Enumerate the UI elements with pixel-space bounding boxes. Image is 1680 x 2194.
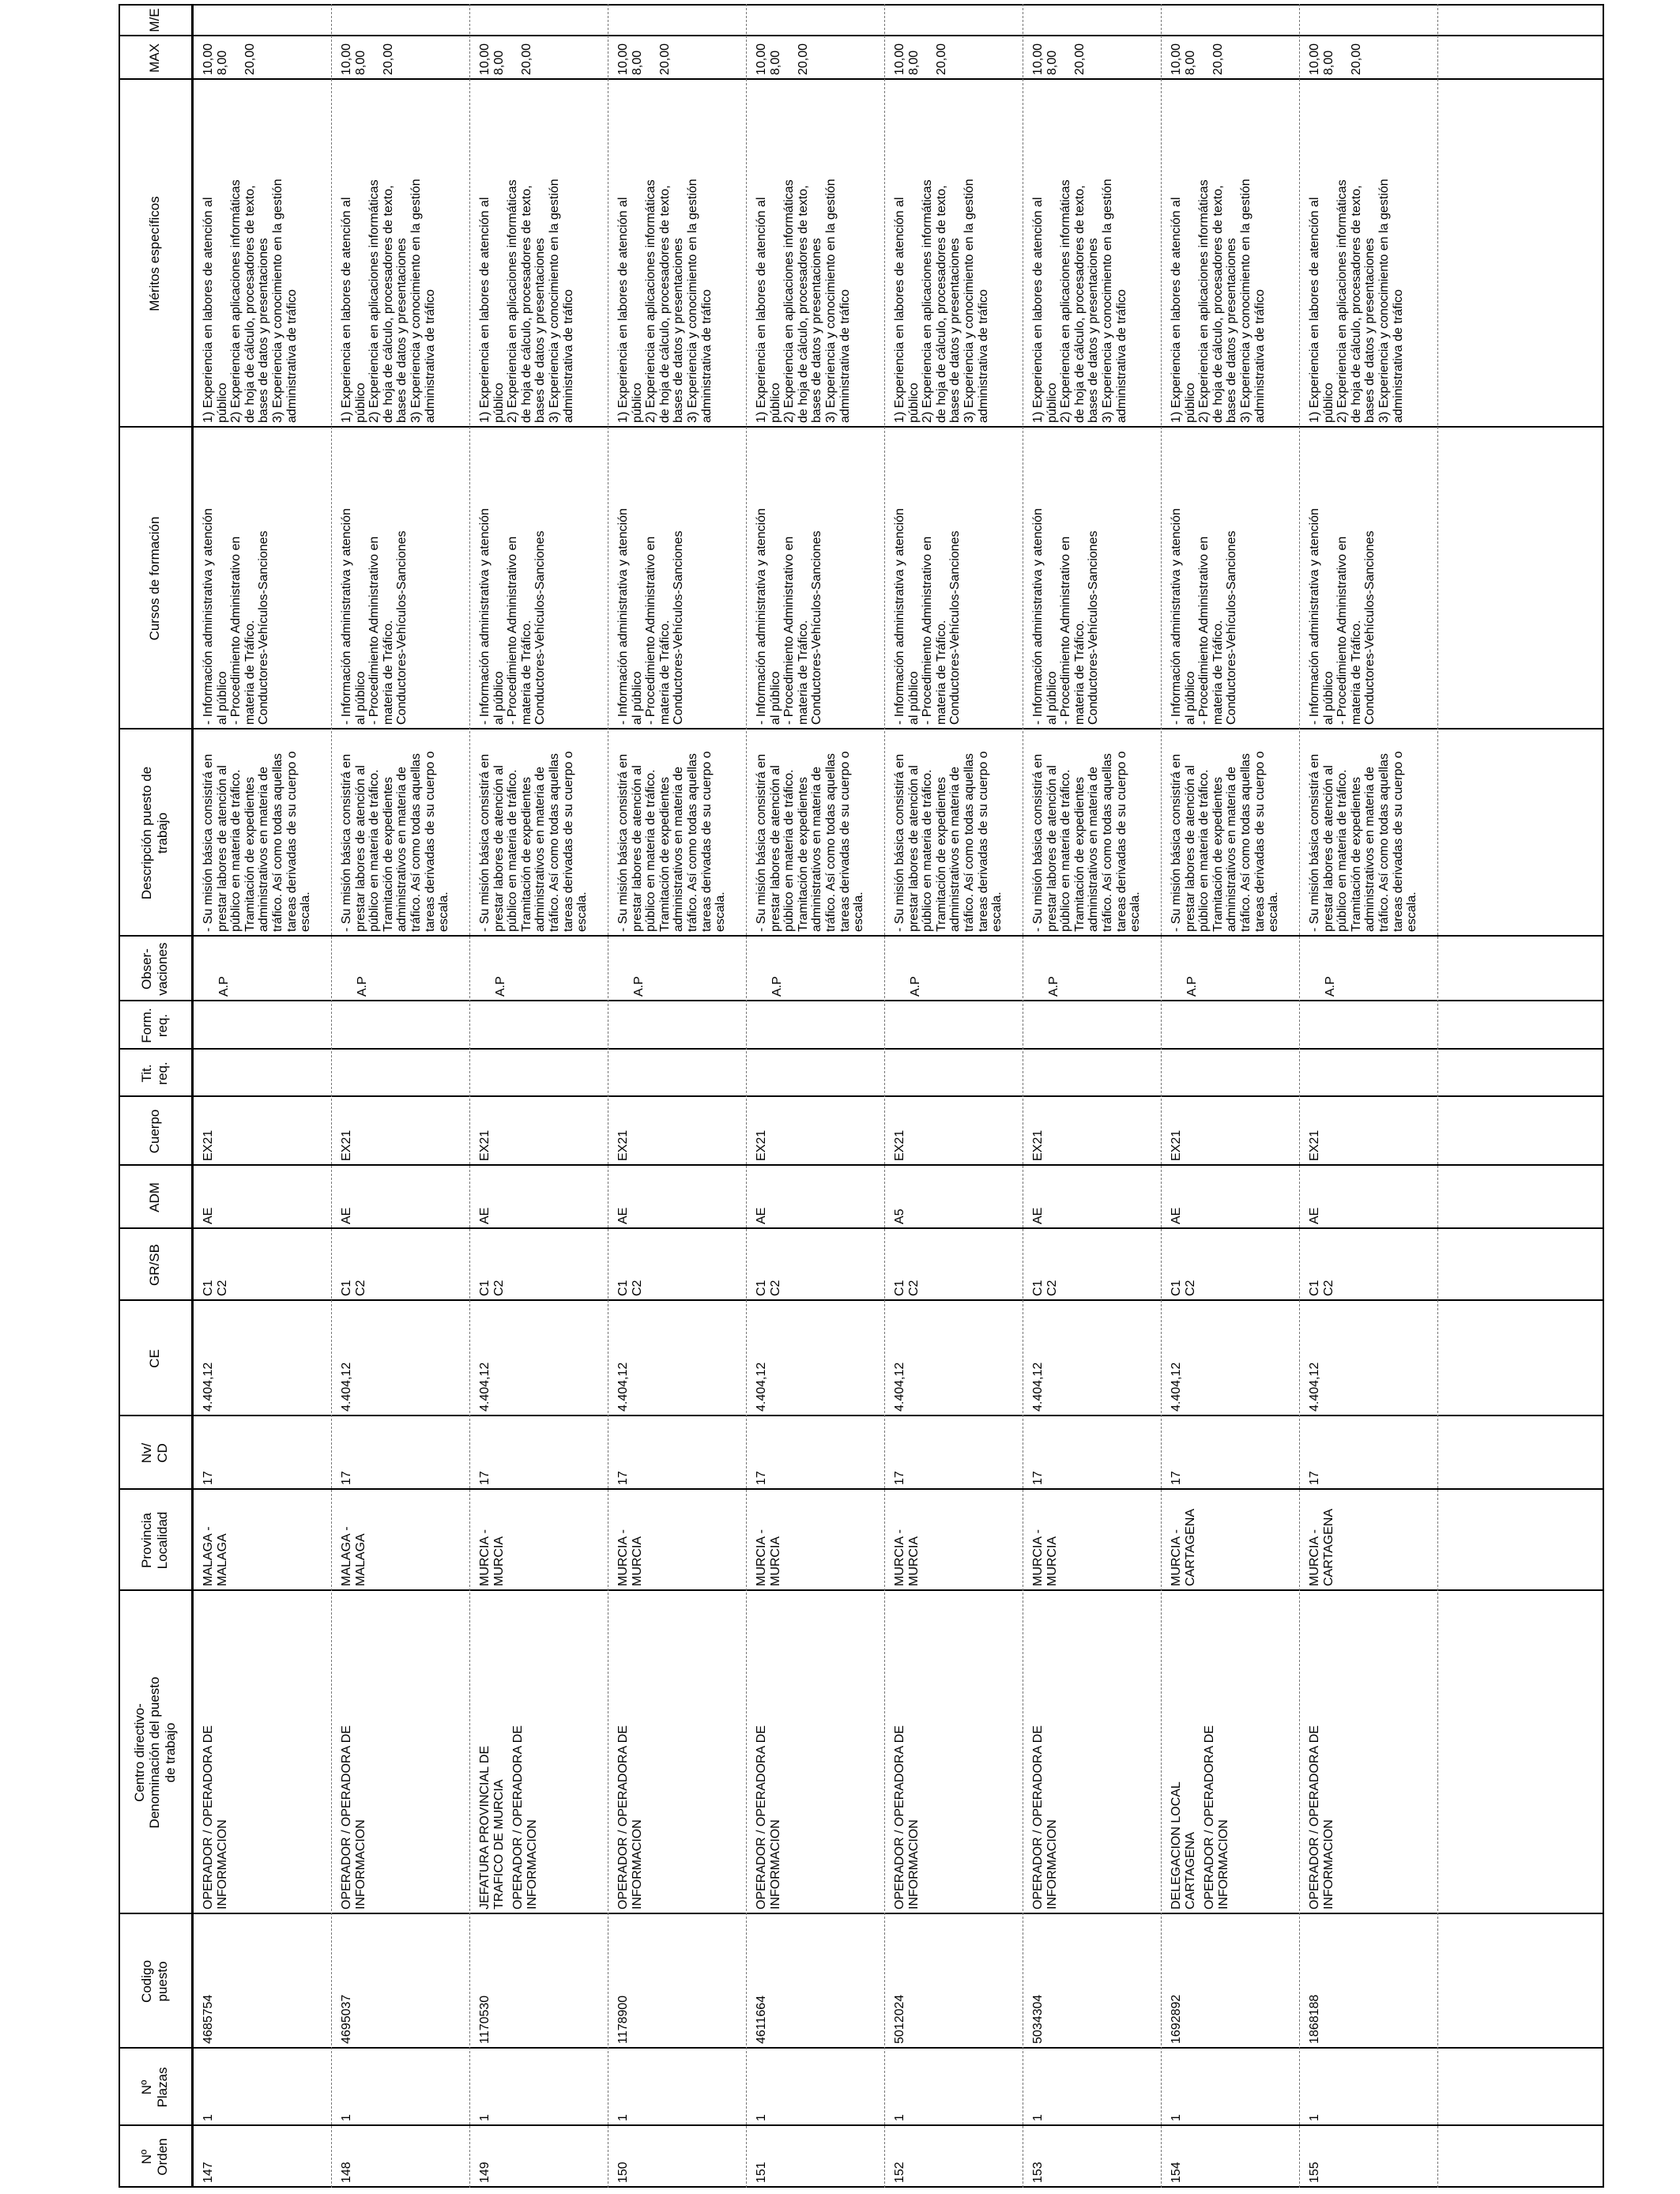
cell-grupo: C1 C2: [340, 1280, 367, 1296]
cell-meritos: 1) Experiencia en labores de atención al público 2) Experiencia en aplicaciones informáticas de hoja de cálculo, procesadores de texto, bases de datos y presentaciones 3) Experiencia y conocimiento en la gestión administrativa de tráfico: [616, 179, 714, 423]
header-max: MAX: [147, 43, 163, 73]
header-cursos: Cursos de formación: [147, 516, 163, 641]
cell-adm: AE: [616, 1207, 630, 1224]
cell-grupo: C1 C2: [1031, 1280, 1059, 1296]
table-row: [747, 4, 885, 2188]
cell-cuerpo: EX21: [340, 1129, 353, 1161]
header-tit: Tit. req.: [139, 1061, 170, 1085]
cell-meritos: 1) Experiencia en labores de atención al público 2) Experiencia en aplicaciones informáticas de hoja de cálculo, procesadores de texto, bases de datos y presentaciones 3) Experiencia y conocimiento en la gestión administrativa de tráfico: [1308, 179, 1405, 423]
cell-max: 10,00 8,00 20,00: [1031, 43, 1087, 75]
cell-orden: 149: [478, 2162, 492, 2183]
cell-nivel: 17: [1031, 1471, 1045, 1485]
cell-max: 10,00 8,00 20,00: [616, 43, 672, 75]
cell-codigo: 1868188: [1308, 1994, 1321, 2044]
cell-max: 10,00 8,00 20,00: [755, 43, 810, 75]
cell-max: 10,00 8,00 20,00: [893, 43, 948, 75]
cell-centro: OPERADOR / OPERADORA DE INFORMACION: [340, 1725, 367, 1909]
cell-grupo: C1 C2: [1308, 1280, 1335, 1296]
cell-max: 10,00 8,00 20,00: [1170, 43, 1225, 75]
cell-orden: 147: [202, 2162, 215, 2183]
cell-provincia: MURCIA - CARTAGENA: [1170, 1508, 1197, 1586]
cell-plazas: 1: [1170, 2114, 1183, 2121]
cell-codigo: 1178900: [616, 1995, 630, 2044]
cell-max: 10,00 8,00 20,00: [1308, 43, 1363, 75]
cell-max: 10,00 8,00 20,00: [478, 43, 533, 75]
cell-centro: OPERADOR / OPERADORA DE INFORMACION: [755, 1725, 782, 1909]
group-header: JEFATURA PROVINCIAL DE TRAFICO DE MURCIA: [478, 1745, 506, 1909]
cell-provincia: MALAGA - MALAGA: [340, 1526, 367, 1586]
header-ce: CE: [147, 1349, 163, 1368]
cell-orden: 150: [616, 2162, 630, 2183]
header-adm: ADM: [147, 1182, 163, 1212]
cell-obs: A.P: [1185, 976, 1199, 997]
cell-cuerpo: EX21: [755, 1129, 768, 1161]
cell-nivel: 17: [616, 1471, 630, 1485]
table-row: [194, 4, 332, 2188]
cell-grupo: C1 C2: [1170, 1280, 1197, 1296]
header-descripcion: Descripción puesto de trabajo: [139, 766, 170, 900]
cell-ce: 4.404,12: [1308, 1362, 1321, 1412]
cell-obs: A.P: [770, 976, 784, 997]
cell-ce: 4.404,12: [616, 1362, 630, 1412]
header-plazas: Nº Plazas: [139, 2067, 170, 2108]
cell-meritos: 1) Experiencia en labores de atención al público 2) Experiencia en aplicaciones informáticas de hoja de cálculo, procesadores de texto, bases de datos y presentaciones 3) Experiencia y conocimiento en la gestión administrativa de tráfico: [1031, 179, 1128, 423]
cell-descripcion: - Su misión básica consistirá en prestar labores de atención al público en materia de tráfico. Tramitación de expedientes administrativos en materia de tráfico. Así como todas aquellas tareas derivadas de su cuerpo o escala.: [478, 751, 590, 932]
header-form: Form. req.: [139, 1008, 170, 1043]
cell-nivel: 17: [478, 1471, 492, 1485]
cell-max: 10,00 8,00 20,00: [202, 43, 257, 75]
cell-plazas: 1: [1031, 2114, 1045, 2121]
cell-obs: A.P: [356, 976, 369, 997]
cell-ce: 4.404,12: [478, 1362, 492, 1412]
cell-ce: 4.404,12: [202, 1362, 215, 1412]
cell-centro: OPERADOR / OPERADORA DE INFORMACION: [511, 1725, 539, 1909]
cell-ce: 4.404,12: [1170, 1362, 1183, 1412]
cell-cursos: - Información administrativa y atención al público - Procedimiento Administrativo en materia de Tráfico. Conductores-Vehículos-Sanciones: [893, 508, 962, 725]
cell-orden: 152: [893, 2162, 906, 2183]
cell-provincia: MALAGA - MALAGA: [202, 1526, 229, 1586]
table-row: [332, 4, 470, 2188]
cell-descripcion: - Su misión básica consistirá en prestar labores de atención al público en materia de tráfico. Tramitación de expedientes administrativos en materia de tráfico. Así como todas aquellas tareas derivadas de su cuerpo o escala.: [1031, 751, 1143, 932]
cell-codigo: 1692892: [1170, 1994, 1183, 2044]
rotated-table: [119, 4, 1604, 2188]
cell-centro: OPERADOR / OPERADORA DE INFORMACION: [1203, 1725, 1230, 1909]
cell-max: 10,00 8,00 20,00: [340, 43, 395, 75]
cell-descripcion: - Su misión básica consistirá en prestar labores de atención al público en materia de tráfico. Tramitación de expedientes administrativos en materia de tráfico. Así como todas aquellas tareas derivadas de su cuerpo o escala.: [340, 751, 451, 932]
cell-grupo: C1 C2: [616, 1280, 644, 1296]
cell-meritos: 1) Experiencia en labores de atención al público 2) Experiencia en aplicaciones informáticas de hoja de cálculo, procesadores de texto, bases de datos y presentaciones 3) Experiencia y conocimiento en la gestión administrativa de tráfico: [340, 179, 437, 423]
header-codigo: Codigo puesto: [139, 1960, 170, 2003]
cell-cursos: - Información administrativa y atención al público - Procedimiento Administrativo en materia de Tráfico. Conductores-Vehículos-Sanciones: [340, 508, 409, 725]
cell-codigo: 5034304: [1031, 1994, 1045, 2044]
cell-orden: 148: [340, 2162, 353, 2183]
header-cuerpo: Cuerpo: [147, 1109, 163, 1154]
header-meritos: Méritos específicos: [147, 196, 163, 311]
cell-nivel: 17: [1308, 1471, 1321, 1485]
cell-obs: A.P: [909, 976, 922, 997]
cell-grupo: C1 C2: [755, 1280, 782, 1296]
header-grupo: GR/SB: [147, 1244, 163, 1286]
cell-codigo: 4611664: [755, 1995, 768, 2044]
cell-cursos: - Información administrativa y atención al público - Procedimiento Administrativo en materia de Tráfico. Conductores-Vehículos-Sanciones: [1308, 508, 1377, 725]
cell-orden: 154: [1170, 2162, 1183, 2183]
cell-adm: AE: [1031, 1207, 1045, 1224]
cell-plazas: 1: [1308, 2114, 1321, 2121]
cell-adm: AE: [755, 1207, 768, 1224]
cell-grupo: C1 C2: [893, 1280, 921, 1296]
cell-cuerpo: EX21: [1031, 1129, 1045, 1161]
cell-descripcion: - Su misión básica consistirá en prestar labores de atención al público en materia de tráfico. Tramitación de expedientes administrativos en materia de tráfico. Así como todas aquellas tareas derivadas de su cuerpo o escala.: [755, 751, 866, 932]
table-row: [1162, 4, 1300, 2188]
cell-cursos: - Información administrativa y atención al público - Procedimiento Administrativo en materia de Tráfico. Conductores-Vehículos-Sanciones: [755, 508, 824, 725]
cell-provincia: MURCIA - MURCIA: [893, 1529, 921, 1586]
cell-orden: 153: [1031, 2162, 1045, 2183]
cell-grupo: C1 C2: [202, 1280, 229, 1296]
group-header: DELEGACION LOCAL CARTAGENA: [1170, 1781, 1197, 1909]
table-row: [1300, 4, 1438, 2188]
cell-nivel: 17: [893, 1471, 906, 1485]
table-row: [1023, 4, 1162, 2188]
cell-descripcion: - Su misión básica consistirá en prestar labores de atención al público en materia de tráfico. Tramitación de expedientes administrativos en materia de tráfico. Así como todas aquellas tareas derivadas de su cuerpo o escala.: [1170, 751, 1281, 932]
cell-meritos: 1) Experiencia en labores de atención al público 2) Experiencia en aplicaciones informáticas de hoja de cálculo, procesadores de texto, bases de datos y presentaciones 3) Experiencia y conocimiento en la gestión administrativa de tráfico: [202, 179, 299, 423]
header-centro: Centro directivo- Denominación del puesto de trabajo: [131, 1676, 178, 1829]
cell-plazas: 1: [893, 2114, 906, 2121]
cell-meritos: 1) Experiencia en labores de atención al público 2) Experiencia en aplicaciones informáticas de hoja de cálculo, procesadores de texto, bases de datos y presentaciones 3) Experiencia y conocimiento en la gestión administrativa de tráfico: [478, 179, 575, 423]
cell-descripcion: - Su misión básica consistirá en prestar labores de atención al público en materia de tráfico. Tramitación de expedientes administrativos en materia de tráfico. Así como todas aquellas tareas derivadas de su cuerpo o escala.: [616, 751, 728, 932]
table-row: [470, 4, 608, 2188]
cell-cuerpo: EX21: [478, 1129, 492, 1161]
cell-nivel: 17: [202, 1471, 215, 1485]
cell-orden: 155: [1308, 2162, 1321, 2183]
cell-adm: AE: [340, 1207, 353, 1224]
cell-cursos: - Información administrativa y atención al público - Procedimiento Administrativo en materia de Tráfico. Conductores-Vehículos-Sanciones: [616, 508, 686, 725]
cell-plazas: 1: [340, 2114, 353, 2121]
cell-descripcion: - Su misión básica consistirá en prestar labores de atención al público en materia de tráfico. Tramitación de expedientes administrativos en materia de tráfico. Así como todas aquellas tareas derivadas de su cuerpo o escala.: [1308, 751, 1419, 932]
cell-centro: OPERADOR / OPERADORA DE INFORMACION: [893, 1725, 921, 1909]
cell-cursos: - Información administrativa y atención al público - Procedimiento Administrativo en materia de Tráfico. Conductores-Vehículos-Sanciones: [478, 508, 548, 725]
cell-ce: 4.404,12: [340, 1362, 353, 1412]
cell-codigo: 5012024: [893, 1994, 906, 2044]
cell-meritos: 1) Experiencia en labores de atención al público 2) Experiencia en aplicaciones informáticas de hoja de cálculo, procesadores de texto, bases de datos y presentaciones 3) Experiencia y conocimiento en la gestión administrativa de tráfico: [893, 179, 990, 423]
cell-provincia: MURCIA - MURCIA: [478, 1529, 506, 1586]
cell-provincia: MURCIA - MURCIA: [616, 1529, 644, 1586]
cell-adm: AE: [1170, 1207, 1183, 1224]
cell-cuerpo: EX21: [1170, 1129, 1183, 1161]
cell-obs: A.P: [217, 976, 231, 997]
cell-adm: A5: [893, 1208, 906, 1224]
cell-grupo: C1 C2: [478, 1280, 506, 1296]
cell-centro: OPERADOR / OPERADORA DE INFORMACION: [1308, 1725, 1335, 1909]
cell-ce: 4.404,12: [893, 1362, 906, 1412]
cell-obs: A.P: [632, 976, 646, 997]
header-me: M/E: [147, 8, 163, 32]
cell-meritos: 1) Experiencia en labores de atención al público 2) Experiencia en aplicaciones informáticas de hoja de cálculo, procesadores de texto, bases de datos y presentaciones 3) Experiencia y conocimiento en la gestión administrativa de tráfico: [1170, 179, 1267, 423]
cell-codigo: 4695037: [340, 1994, 353, 2044]
cell-cursos: - Información administrativa y atención al público - Procedimiento Administrativo en materia de Tráfico. Conductores-Vehículos-Sanciones: [1170, 508, 1239, 725]
cell-centro: OPERADOR / OPERADORA DE INFORMACION: [616, 1725, 644, 1909]
cell-ce: 4.404,12: [1031, 1362, 1045, 1412]
cell-plazas: 1: [616, 2114, 630, 2121]
cell-centro: OPERADOR / OPERADORA DE INFORMACION: [1031, 1725, 1059, 1909]
table-row: [885, 4, 1023, 2188]
cell-codigo: 4685754: [202, 1994, 215, 2044]
table-row: [608, 4, 747, 2188]
header-obs: Obser- vaciones: [139, 942, 170, 996]
cell-orden: 151: [755, 2162, 768, 2183]
cell-cursos: - Información administrativa y atención al público - Procedimiento Administrativo en materia de Tráfico. Conductores-Vehículos-Sanciones: [1031, 508, 1101, 725]
cell-cursos: - Información administrativa y atención al público - Procedimiento Administrativo en materia de Tráfico. Conductores-Vehículos-Sanciones: [202, 508, 271, 725]
cell-nivel: 17: [1170, 1471, 1183, 1485]
cell-cuerpo: EX21: [1308, 1129, 1321, 1161]
cell-descripcion: - Su misión básica consistirá en prestar labores de atención al público en materia de tráfico. Tramitación de expedientes administrativos en materia de tráfico. Así como todas aquellas tareas derivadas de su cuerpo o escala.: [893, 751, 1004, 932]
header-provincia: Provincia Localidad: [139, 1511, 170, 1570]
cell-meritos: 1) Experiencia en labores de atención al público 2) Experiencia en aplicaciones informáticas de hoja de cálculo, procesadores de texto, bases de datos y presentaciones 3) Experiencia y conocimiento en la gestión administrativa de tráfico: [755, 179, 852, 423]
header-orden: Nº Orden: [139, 2138, 170, 2176]
cell-nivel: 17: [755, 1471, 768, 1485]
cell-obs: A.P: [1047, 976, 1060, 997]
cell-codigo: 1170530: [478, 1995, 492, 2044]
cell-adm: AE: [1308, 1207, 1321, 1224]
cell-obs: A.P: [494, 976, 507, 997]
cell-provincia: MURCIA - CARTAGENA: [1308, 1508, 1335, 1586]
header-nivel: Nv/ CD: [139, 1442, 170, 1464]
cell-descripcion: - Su misión básica consistirá en prestar labores de atención al público en materia de tráfico. Tramitación de expedientes administrativos en materia de tráfico. Así como todas aquellas tareas derivadas de su cuerpo o escala.: [202, 751, 313, 932]
cell-provincia: MURCIA - MURCIA: [755, 1529, 782, 1586]
cell-cuerpo: EX21: [616, 1129, 630, 1161]
cell-plazas: 1: [478, 2114, 492, 2121]
cell-cuerpo: EX21: [893, 1129, 906, 1161]
cell-plazas: 1: [755, 2114, 768, 2121]
cell-adm: AE: [202, 1207, 215, 1224]
cell-plazas: 1: [202, 2114, 215, 2121]
cell-provincia: MURCIA - MURCIA: [1031, 1529, 1059, 1586]
cell-nivel: 17: [340, 1471, 353, 1485]
cell-adm: AE: [478, 1207, 492, 1224]
cell-ce: 4.404,12: [755, 1362, 768, 1412]
cell-cuerpo: EX21: [202, 1129, 215, 1161]
cell-obs: A.P: [1324, 976, 1337, 997]
cell-centro: OPERADOR / OPERADORA DE INFORMACION: [202, 1725, 229, 1909]
